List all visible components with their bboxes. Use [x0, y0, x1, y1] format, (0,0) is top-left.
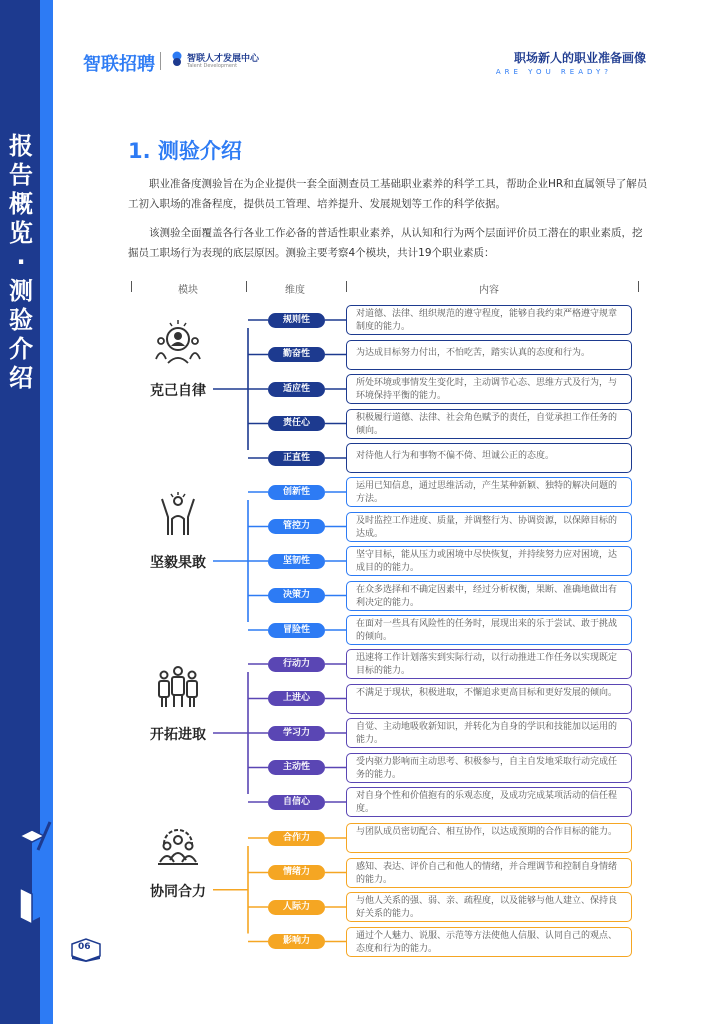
intro-paragraph: 职业准备度测验旨在为企业提供一套全面测查员工基础职业素养的科学工具，帮助企业HR和直属领导了解员工初入职场的准备程度，提供员工管理、培养提升、发展规划等工作的科学依据。	[128, 178, 648, 210]
dimension-description: 为达成目标努力付出，不怕吃苦，踏实认真的态度和行为。	[346, 340, 632, 370]
dimension-description: 及时监控工作进度、质量，并调整行为、协调资源，以保障目标的达成。	[346, 512, 632, 542]
sidebar-char: 介	[9, 335, 33, 363]
sidebar-char: 验	[9, 306, 33, 334]
sidebar-char: ·	[16, 248, 26, 276]
sidebar-char: 览	[9, 219, 33, 247]
dimension-label: 人际力	[268, 900, 325, 915]
module-name: 坚毅果敢	[150, 555, 206, 571]
dimension-label: 学习力	[268, 726, 325, 741]
talent-center-name-en: Talent Development	[187, 63, 238, 69]
raised-arms-icon	[154, 491, 202, 537]
dimension-label: 管控力	[268, 519, 325, 534]
sidebar-char: 报	[9, 132, 33, 160]
dimension-label: 合作力	[268, 831, 325, 846]
dimension-description: 与团队成员密切配合、相互协作，以达成预期的合作目标的能力。	[346, 823, 632, 853]
dimension-label: 冒险性	[268, 623, 325, 638]
dimension-label: 决策力	[268, 588, 325, 603]
dimension-label: 行动力	[268, 657, 325, 672]
dimension-label: 主动性	[268, 760, 325, 775]
dimension-description: 坚守目标，能从压力或困境中尽快恢复，并持续努力应对困境，达成目的的能力。	[346, 546, 632, 576]
talent-center-name: 智联人才发展中心	[187, 54, 260, 64]
dimension-description: 在面对一些具有风险性的任务时，展现出来的乐于尝试、敢于挑战的倾向。	[346, 615, 632, 645]
zhaopin-logo: 智联招聘	[83, 54, 155, 75]
intro-paragraph: 该测验全面覆盖各行各业工作必备的普适性职业素养，从认知和行为两个层面评价员工潜在的职业素质，挖掘员工职场行为表现的底层原因。测验主要考察4个模块，共计19个职业素质：	[128, 227, 643, 259]
dimension-description: 与他人关系的强、弱、亲、疏程度，以及能够与他人建立、保持良好关系的能力。	[346, 892, 632, 922]
dimension-label: 坚韧性	[268, 554, 325, 569]
gear-people-icon	[154, 820, 202, 866]
section-title: 1. 测验介绍	[128, 139, 242, 163]
column-header-content: 内容	[479, 285, 499, 296]
dimension-label: 影响力	[268, 934, 325, 949]
dimension-description: 感知、表达、评价自己和他人的情绪，并合理调节和控制自身情绪的能力。	[346, 858, 632, 888]
sidebar-char: 概	[9, 190, 33, 218]
dimension-label: 情绪力	[268, 865, 325, 880]
dimension-description: 不满足于现状，积极进取，不懈追求更高目标和更好发展的倾向。	[346, 684, 632, 714]
dimension-description: 对自身个性和价值抱有的乐观态度，及成功完成某项活动的信任程度。	[346, 787, 632, 817]
dimension-description: 对道德、法律、组织规范的遵守程度，能够自我约束严格遵守规章制度的能力。	[346, 305, 632, 335]
dimension-label: 勤奋性	[268, 347, 325, 362]
module-name: 开拓进取	[150, 727, 206, 743]
dimension-description: 自觉、主动地吸收新知识，并转化为自身的学识和技能加以运用的能力。	[346, 718, 632, 748]
column-header-module: 模块	[178, 285, 198, 296]
dimension-description: 迅速将工作计划落实到实际行动，以行动推进工作任务以实现既定目标的能力。	[346, 649, 632, 679]
dimension-label: 责任心	[268, 416, 325, 431]
page-number: 06	[78, 942, 91, 952]
dimension-description: 运用已知信息，通过思维活动，产生某种新颖、独特的解决问题的方法。	[346, 477, 632, 507]
dimension-description: 所处环境或事情发生变化时，主动调节心态、思维方式及行为，与环境保持平衡的能力。	[346, 374, 632, 404]
module-name: 协同合力	[150, 883, 206, 900]
dimension-description: 受内驱力影响而主动思考、积极参与，自主自发地采取行动完成任务的能力。	[346, 753, 632, 783]
dimension-description: 通过个人魅力、说服、示范等方法使他人信服、认同自己的观点、态度和行为的能力。	[346, 927, 632, 957]
sidebar-char: 绍	[9, 364, 33, 392]
dimension-label: 创新性	[268, 485, 325, 500]
dimension-label: 正直性	[268, 451, 325, 466]
dimension-label: 规则性	[268, 313, 325, 328]
report-title: 职场新人的职业准备画像	[513, 51, 646, 65]
sidebar-char: 告	[9, 161, 33, 189]
team-icon	[154, 663, 202, 709]
dimension-label: 上进心	[268, 691, 325, 706]
people-circle-icon	[154, 319, 202, 365]
sidebar-char: 测	[9, 277, 33, 305]
dimension-description: 在众多选择和不确定因素中，经过分析权衡，果断、准确地做出有利决定的能力。	[346, 581, 632, 611]
report-subtitle: ARE YOU READY?	[495, 68, 612, 76]
column-header-dimension: 维度	[285, 285, 305, 296]
module-name: 克己自律	[150, 383, 206, 399]
dimension-label: 自信心	[268, 795, 325, 810]
dimension-description: 对待他人行为和事物不偏不倚、坦诚公正的态度。	[346, 443, 632, 473]
dimension-description: 积极履行道德、法律、社会角色赋予的责任，自觉承担工作任务的倾向。	[346, 409, 632, 439]
dimension-label: 适应性	[268, 382, 325, 397]
